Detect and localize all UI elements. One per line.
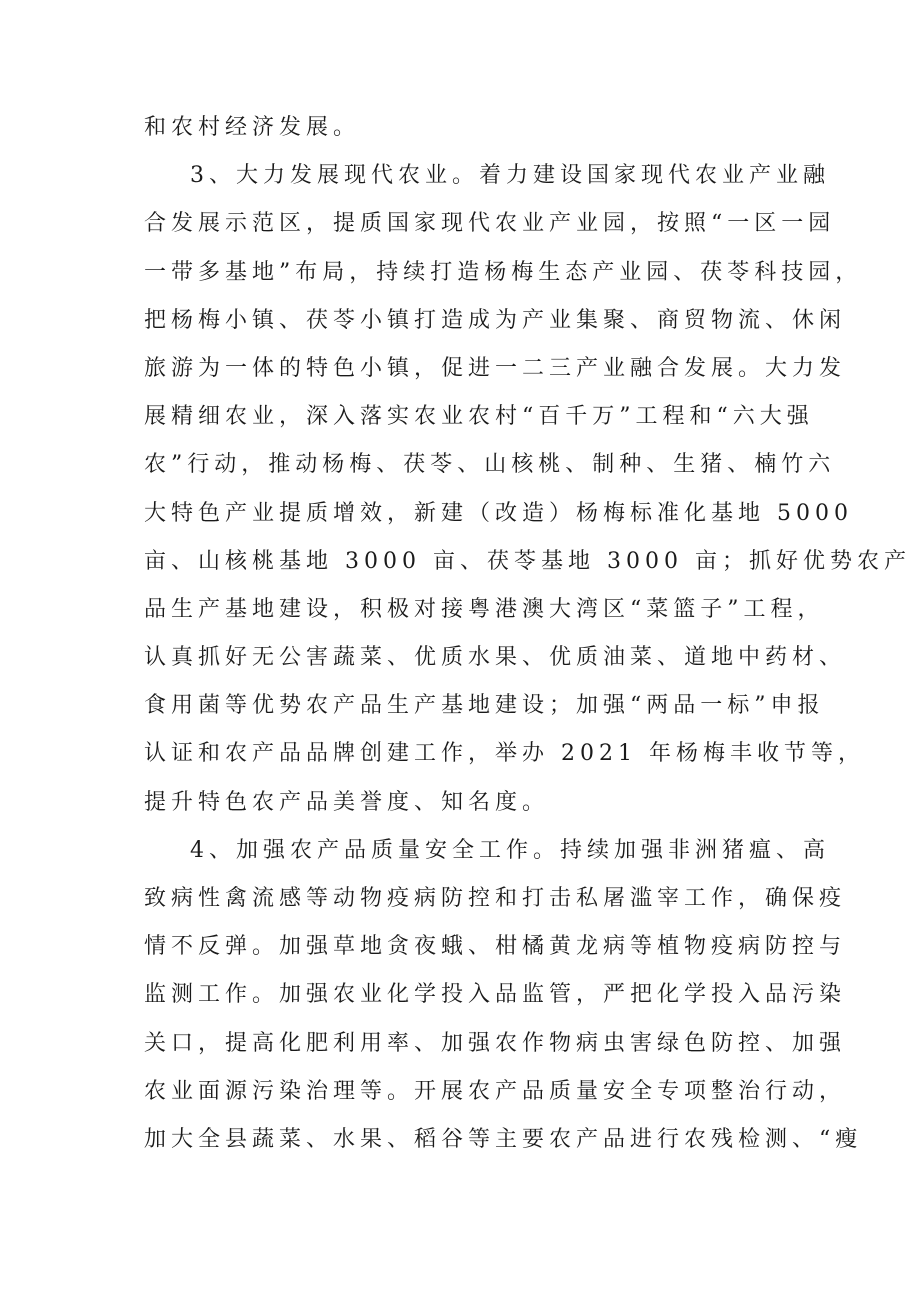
text-line: 和农村经济发展。 [144,115,361,140]
text-line: 认真抓好无公害蔬菜、优质水果、优质油菜、道地中药材、 [144,645,847,671]
text-line: 品生产基地建设，积极对接粤港澳大湾区“菜篮子”工程， [144,596,825,622]
text-line: 合发展示范区，提质国家现代农业产业园，按照“一区一园 [144,211,836,237]
text-line: 提升特色农产品美誉度、知名度。 [144,789,550,815]
text-line: 认证和农产品品牌创建工作，举办 2021 年杨梅丰收节等， [144,741,865,767]
text-line: 加大全县蔬菜、水果、稻谷等主要农产品进行农残检测、“瘦 [144,1126,863,1152]
text-line: 情不反弹。加强草地贪夜蛾、柑橘黄龙病等植物疫病防控与 [144,934,847,960]
text-line: 旅游为一体的特色小镇，促进一二三产业融合发展。大力发 [144,355,847,381]
text-line: 一带多基地”布局，持续打造杨梅生态产业园、茯苓科技园， [144,259,863,285]
text-line: 3、大力发展现代农业。着力建设国家现代农业产业融 [190,163,830,189]
text-line: 亩、山核桃基地 3000 亩、茯苓基地 3000 亩；抓好优势农产 [144,548,911,574]
text-line: 食用菌等优势农产品生产基地建设；加强“两品一标”申报 [144,693,825,719]
text-line: 监测工作。加强农业化学投入品监管，严把化学投入品污染 [144,982,847,1008]
text-line: 致病性禽流感等动物疫病防控和打击私屠滥宰工作，确保疫 [144,886,847,911]
text-line: 大特色产业提质增效，新建（改造）杨梅标准化基地 5000 [144,500,853,526]
text-line: 展精细农业，深入落实农业农村“百千万”工程和“六大强 [144,404,814,430]
text-line: 关口，提高化肥利用率、加强农作物病虫害绿色防控、加强 [144,1030,847,1056]
text-line: 农业面源污染治理等。开展农产品质量安全专项整治行动， [144,1078,847,1104]
document-body [144,104,911,1164]
text-line: 把杨梅小镇、茯苓小镇打造成为产业集聚、商贸物流、休闲 [144,307,847,333]
text-line: 农”行动，推动杨梅、茯苓、山核桃、制种、生猪、楠竹六 [144,452,836,478]
text-line: 4、加强农产品质量安全工作。持续加强非洲猪瘟、高 [190,837,830,863]
